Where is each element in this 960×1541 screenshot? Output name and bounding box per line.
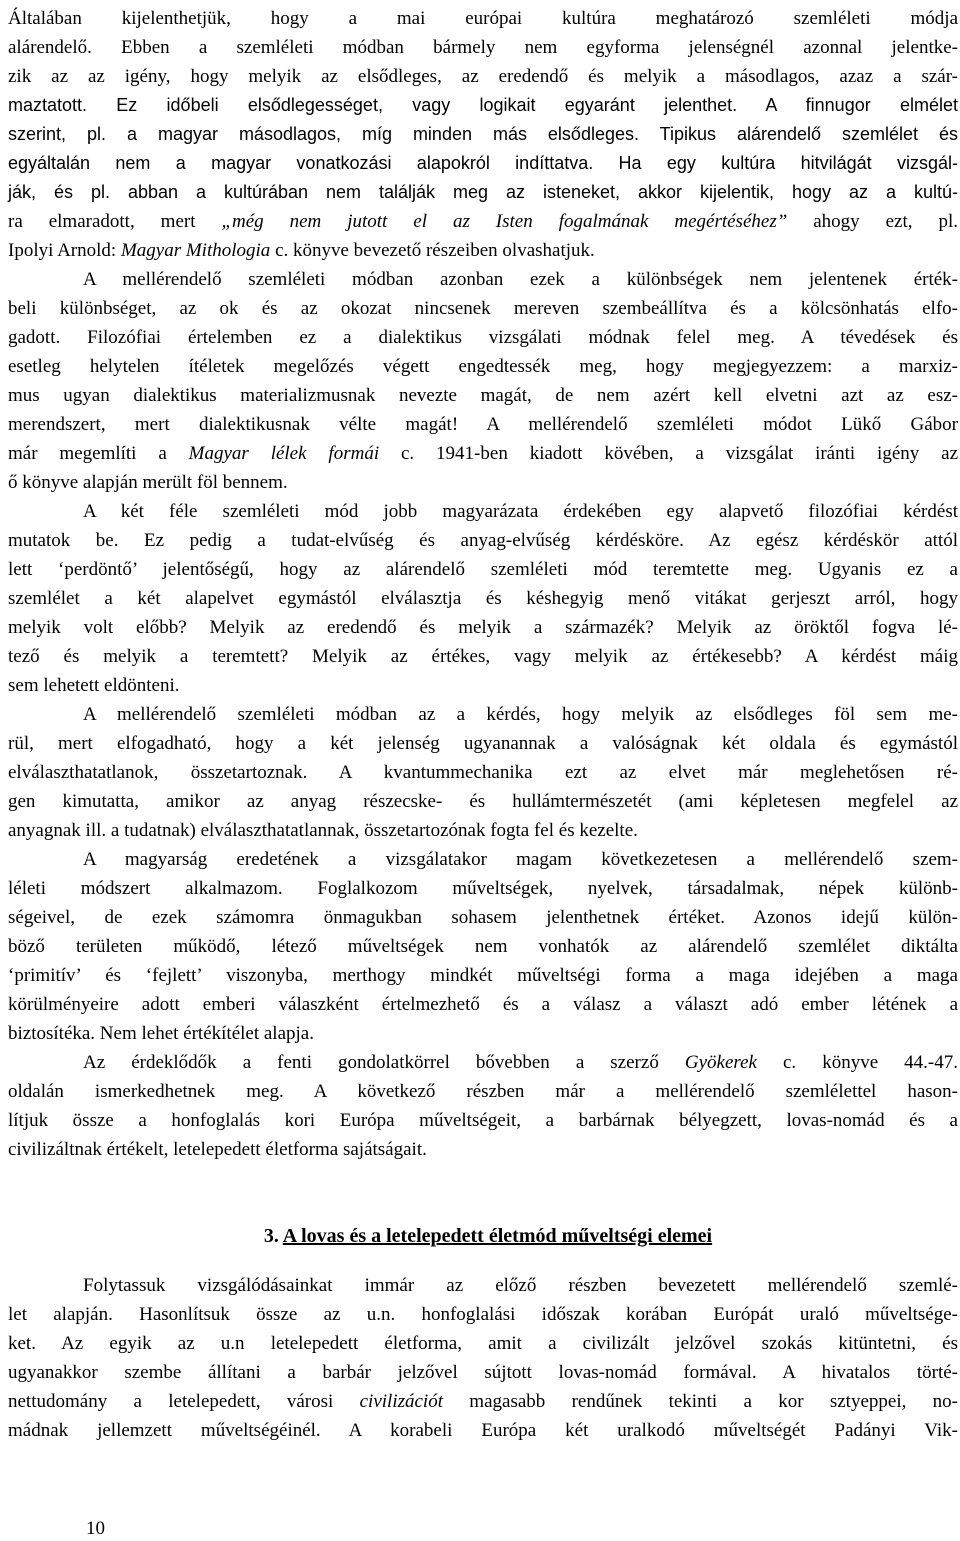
text-line: Általában kijelenthetjük, hogy a mai európai kultúra meghatározó szemléleti módja — [8, 8, 958, 29]
section-number: 3. — [263, 1225, 279, 1247]
text-line: Folytassuk vizsgálódásainkat immár az előző részben bevezetett mellérendelő szemlé- — [83, 1275, 958, 1296]
text-line: mutatok be. Ez pedig a tudat-elvűség és anyag-elvűség kérdésköre. Az egész kérdéskör attól — [8, 530, 958, 551]
term-italic: civilizációt — [359, 1391, 443, 1412]
text-line: egyáltalán nem a magyar vonatkozási alapokról indíttatva. Ha egy kultúra hitvilágát vizsgál- — [8, 153, 958, 173]
text-line: böző területen működő, létező műveltségek nem vonhatók az alárendelő szemlélet diktálta — [8, 936, 958, 957]
text-line: szerint, pl. a magyar másodlagos, míg minden más elsődleges. Tipikus alárendelő szemlélet és — [8, 124, 958, 144]
text-line: ket. Az egyik az u.n letelepedett életforma, amit a civilizált jelzővel szokás kitüntetni, és — [8, 1333, 958, 1354]
section-title: A lovas és a letelepedett életmód műveltségi elemei — [282, 1225, 713, 1247]
paragraph-5 — [8, 845, 958, 1048]
text-line: tező és melyik a teremtett? Melyik az értékes, vagy melyik az értékesebb? A kérdést máig — [8, 646, 958, 667]
text-line: ‘primitív’ és ‘fejlett’ viszonyba, merthogy mindkét műveltségi forma a maga idejében a maga — [8, 965, 958, 986]
text-line: zik az az igény, hogy melyik az elsődleges, az eredendő és melyik a másodlagos, azaz a szár- — [8, 66, 958, 87]
text-line: gen kimutatta, amikor az anyag részecske- és hullámtermészetét (ami képletesen megfelel az — [8, 791, 958, 812]
text-line: léleti módszert alkalmazom. Foglalkozom műveltségek, nyelvek, társadalmak, népek különb- — [8, 878, 958, 899]
text-line: A magyarság eredetének a vizsgálatakor magam következetesen a mellérendelő szem- — [83, 849, 958, 870]
text-line: szemlélet a két alapelvet egymástól elválasztja és késhegyig menő vitákat gerjeszt arról, hogy — [8, 588, 958, 609]
section-heading — [8, 1222, 958, 1251]
text-line: anyagnak ill. a tudatnak) elválaszthatatlannak, összetartozónak fogta fel és kezelte. — [8, 820, 638, 841]
text-line: mus ugyan dialektikus materializmusnak nevezte magát, de nem azért kell elvetni azt az esz- — [8, 385, 958, 406]
book-title-italic: Gyökerek — [684, 1052, 757, 1073]
text-line: beli különbséget, az ok és az okozat nincsenek mereven szembeállítva és a kölcsönhatás elfo- — [8, 298, 958, 319]
text-line: A két féle szemléleti mód jobb magyarázata érdekében egy alapvető filozófiai kérdést — [83, 501, 958, 522]
text-line: ugyanakkor szembe állítani a barbár jelzővel sújtott lovas-nomád formával. A hivatalos törté- — [8, 1362, 958, 1383]
text-line: oldalán ismerkedhetnek meg. A következő részben már a mellérendelő szemlélettel hason- — [8, 1081, 958, 1102]
text-line: lett ‘perdöntő’ jelentőségű, hogy az alárendelő szemléleti mód teremtette meg. Ugyanis ez a — [8, 559, 958, 580]
quote-italic: „még nem jutott el az Isten fogalmának megértéséhez” — [221, 211, 788, 232]
paragraph-2 — [8, 265, 958, 497]
text-line: már megemlíti a Magyar lélek formái c. 1941-ben kiadott kövében, a vizsgálat iránti igény az — [8, 443, 959, 464]
paragraph-6 — [8, 1048, 958, 1164]
text-line: merendszert, mert dialektikusnak vélte magát! A mellérendelő szemléleti módot Lükő Gábor — [8, 414, 958, 435]
book-title-italic: Magyar lélek formái — [188, 443, 380, 464]
text-line: lítjuk össze a honfoglalás kori Európa műveltségeit, a barbárnak bélyegzett, lovas-nomád és a — [8, 1110, 958, 1131]
text-line: elválaszthatatlanok, összetartoznak. A kvantummechanika ezt az elvet már meglehetősen ré- — [8, 762, 958, 783]
text-line: gadott. Filozófiai értelemben ez a dialektikus vizsgálati módnak felel meg. A tévedések és — [8, 327, 958, 348]
text-line: maztatott. Ez időbeli elsődlegességet, vagy logikait egyaránt jelenthet. A finnugor elmélet — [8, 95, 958, 115]
text-line: ő könyve alapján merült föl bennem. — [8, 472, 288, 493]
text-line: let alapján. Hasonlítsuk össze az u.n. honfoglalási időszak korában Európát uraló műveltsége- — [8, 1304, 958, 1325]
text-line: esetleg helytelen ítéletek megelőzés végett engedtessék meg, hogy megjegyezzem: a marxiz- — [8, 356, 958, 377]
text-line: ják, és pl. abban a kultúrában nem találják meg az isteneket, akkor kijelentik, hogy az a kultú- — [8, 182, 958, 202]
text-line: rül, mert elfogadható, hogy a két jelenség ugyanannak a valóságnak két oldala és egymástól — [8, 733, 958, 754]
text-line: A mellérendelő szemléleti módban azonban ezek a különbségek nem jelentenek érték- — [83, 269, 958, 290]
text-line: melyik volt előbb? Melyik az eredendő és melyik a származék? Melyik az öröktől fogva lé- — [8, 617, 958, 638]
text-line: nettudomány a letelepedett, városi civilizációt magasabb rendűnek tekinti a kor sztyeppei, no- — [8, 1391, 958, 1412]
page-number: 10 — [86, 1518, 105, 1539]
text-line: ra elmaradott, mert „még nem jutott el az Isten fogalmának megértéséhez” ahogy ezt, pl. — [8, 211, 959, 232]
text-line: Az érdeklődők a fenti gondolatkörrel bővebben a szerző Gyökerek c. könyve 44.-47. — [83, 1052, 958, 1073]
document-page — [8, 4, 958, 1445]
text-line: alárendelő. Ebben a szemléleti módban bármely nem egyforma jelenségnél azonnal jelentke- — [8, 37, 958, 58]
text-line: biztosítéka. Nem lehet értékítélet alapja. — [8, 1023, 314, 1044]
paragraph-7 — [8, 1271, 958, 1445]
paragraph-3 — [8, 497, 958, 700]
book-title-italic: Magyar Mithologia — [120, 240, 271, 261]
text-line: civilizáltnak értékelt, letelepedett életforma sajátságait. — [8, 1139, 427, 1160]
text-line: ségeivel, de ezek számomra önmagukban sohasem jelenthetnek értéket. Azonos idejű külön- — [8, 907, 958, 928]
paragraph-1 — [8, 4, 958, 265]
text-line: körülményeire adott emberi válaszként értelmezhető és a válasz a választ adó ember létének a — [8, 994, 958, 1015]
text-line: sem lehetett eldönteni. — [8, 675, 180, 696]
text-line: mádnak jellemzett műveltségéinél. A korabeli Európa két uralkodó műveltségét Padányi Vik- — [8, 1420, 958, 1441]
spacer — [8, 1251, 958, 1271]
text-line: A mellérendelő szemléleti módban az a kérdés, hogy melyik az elsődleges föl sem me- — [83, 704, 958, 725]
text-line: Ipolyi Arnold: Magyar Mithologia c. könyve bevezető részeiben olvashatjuk. — [8, 240, 595, 261]
paragraph-4 — [8, 700, 958, 845]
spacer — [8, 1164, 958, 1222]
